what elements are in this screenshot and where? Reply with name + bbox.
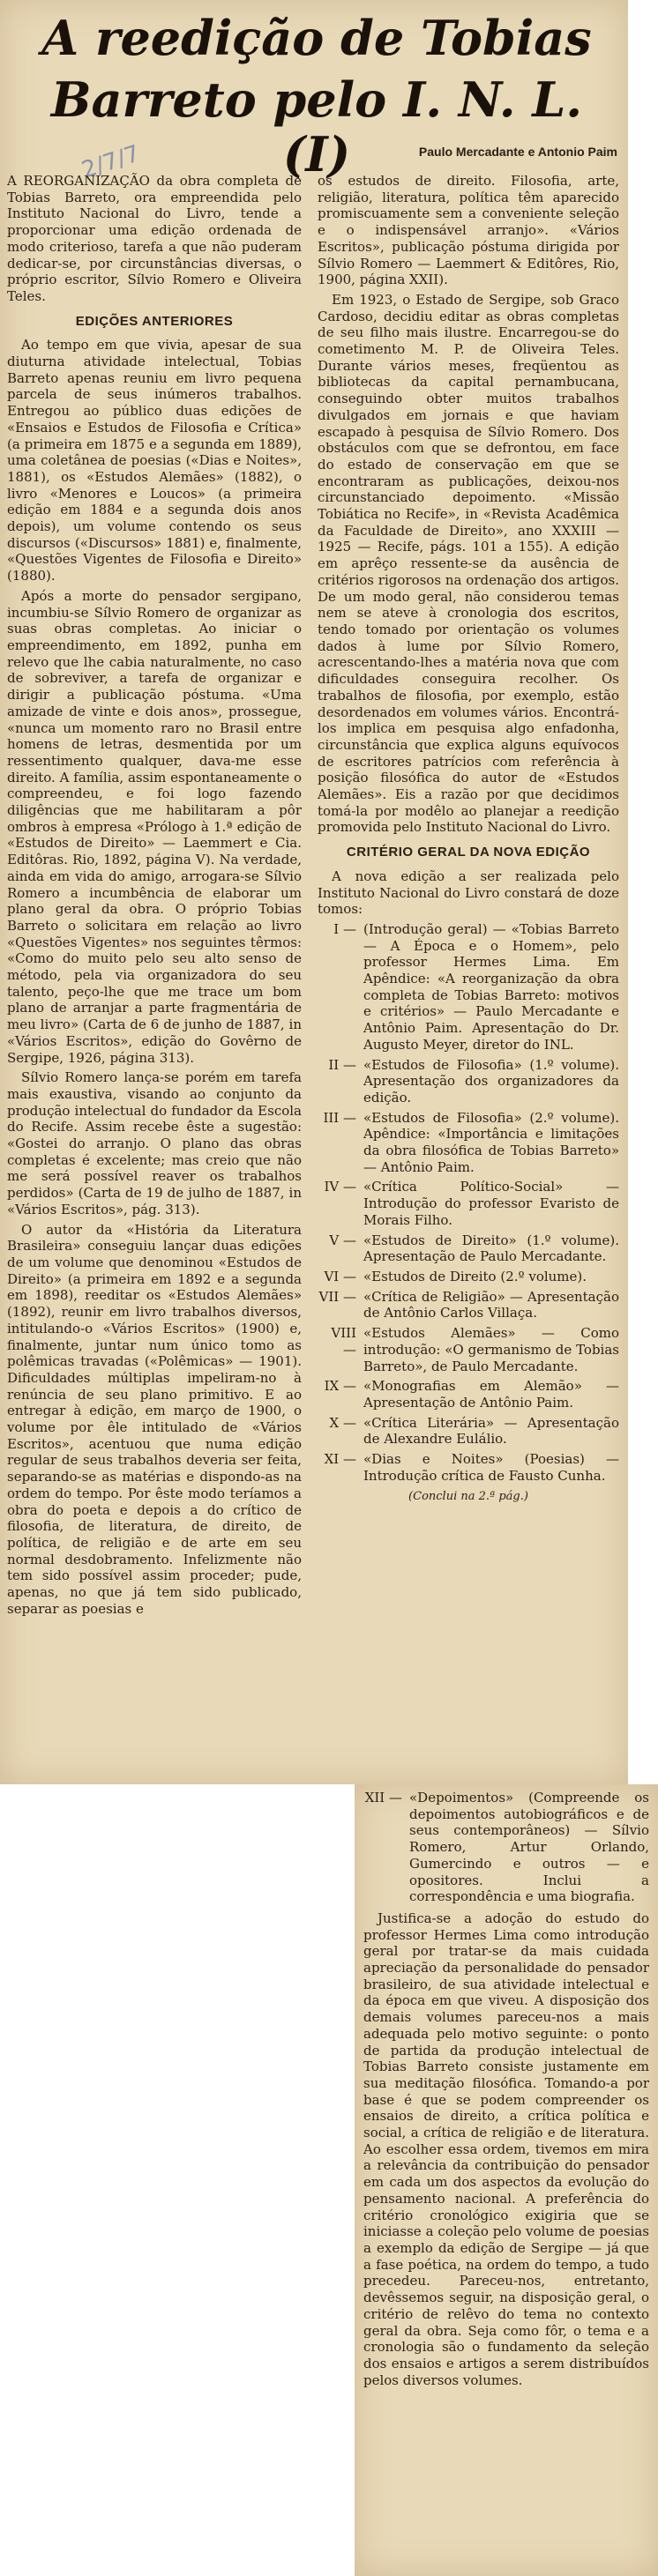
column-2 — [318, 173, 619, 1783]
paragraph: Após a morte do pensador sergipano, incumbiu-se Sílvio Romero de organizar as suas obras completas. Ao iniciar o empreendimento, em 1892, punha em relevo que lhe cabia naturalmente, no caso de sobreviver, a tarefa de organizar e dirigir a publicação póstuma. «Uma amizade de vinte e dois anos», prossegue, «nunca um momento raro no Brasil entre homens de letras, desmentida por um ressentimento qualquer, dava-me esse direito. A família, assim espontaneamente o compreendeu, e foi logo fazendo diligências que me habilitaram a pôr ombros à empresa «Prólogo à 1.ª edição de «Estudos de Direito» — Laemmert e Cia. Editôras. Rio, 1892, página V). Na verdade, ainda em vida do amigo, arrogara-se Sílvio Romero a incumbência de elaborar um plano geral da obra. O próprio Tobias Barreto o solicitara em relação ao livro «Questões Vigentes» nos seguintes têrmos: «Como do muito pelo seu alto senso de método, pela via organizadora do seu talento, peço-lhe que me trace um bom plano de arranjar a parte fragmentária de meu livro» (Carta de 6 de junho de 1887, in «Vários Escritos», edição do Govêrno de Sergipe, 1926, página 313). — [7, 587, 302, 1066]
list-item — [318, 1378, 619, 1411]
volume-text: «Dias e Noites» (Poesias) — Introdução crítica de Fausto Cunha. — [363, 1451, 619, 1484]
headline-line-2: Barreto pelo I. N. L. (I) — [50, 71, 583, 182]
volume-text: «Crítica Literária» — Apresentação de Alexandre Eulálio. — [363, 1414, 619, 1448]
volume-number: V — — [329, 1232, 356, 1248]
byline: Paulo Mercadante e Antonio Paim — [418, 145, 617, 159]
list-item — [318, 1325, 619, 1374]
volume-number: XI — — [324, 1451, 356, 1468]
paragraph: Ao tempo em que vivia, apesar de sua diuturna atividade intelectual, Tobias Barreto apenas reuniu em livro pequena parcela de seus inúmeros trabalhos. Entregou ao público duas edições de «Ensaios e Estudos de Filosofia e Crítica» (a primeira em 1875 e a segunda em 1889), uma coletânea de poesias («Dias e Noites», 1881), os «Estudos Alemães» (1882), o livro «Menores e Loucos» (a primeira edição em 1884 e a segunda dois anos depois), um volume contendo os seus discursos («Discursos» 1881) e, finalmente, «Questões Vigentes de Filosofia e Direito» (1880). — [7, 337, 302, 584]
intro-paragraph: A REORGANIZAÇÃO da obra completa de Tobias Barreto, ora empreendida pelo Instituto Nacional do Livro, tende a proporcionar uma edição ordenada de modo criterioso, tarefa a que não puderam dedicar-se, por circunstâncias diversas, o próprio escritor, Sílvio Romero e Oliveira Teles. — [7, 173, 302, 304]
volume-text: «Estudos de Direito (2.º volume). — [363, 1269, 587, 1284]
volume-text: (Introdução geral) — «Tobias Barreto — A Época e o Homem», pelo professor Hermes Lima. Em Apêndice: «A reorganização da obra completa de Tobias Barreto: motivos e critérios» — Paulo Mercadante e Antônio Paim. Apresentação do Dr. Augusto Meyer, diretor do INL. — [363, 920, 619, 1053]
paragraph: Em 1923, o Estado de Sergipe, sob Graco Cardoso, decidiu editar as obras completas de seu filho mais ilustre. Encarregou-se do cometimento M. P. de Oliveira Teles. Durante vários meses, freqüentou as bibliotecas da capital pernambucana, conseguindo obter muitos trabalhos divulgados em jornais e que haviam escapado à pesquisa de Sílvio Romero. Dos obstáculos com que se defrontou, em face do estado de conservação em que se encontraram as publicações, deixou-nos circunstanciado depoimento. «Missão Tobiática no Recife», in «Revista Acadêmica da Faculdade de Direito», ano XXXIII — 1925 — Recife, págs. 101 a 155). A edição em aprêço ressente-se da ausência de critérios rigorosos na ordenação dos artigos. De um modo geral, não considerou temas nem se ateve à cronologia dos escritos, tendo tomado por orientação os volumes dados à lume por Sílvio Romero, acrescentando-lhes a matéria nova que com dificuldades conseguira recolher. Os trabalhos de filosofia, por exemplo, estão desordenados em volumes vários. Encontrá-los implica em pesquisa algo enfadonha, circunstância que explica alguns equívocos de escritores patrícios com referência à posição filosófica do autor de «Estudos Alemães». Eis a razão por que decidimos tomá-la por modêlo ao planejar a reedição promovida pelo Instituto Nacional do Livro. — [318, 291, 619, 836]
volume-list-continued — [363, 1790, 649, 1905]
volume-text: «Depoimentos» (Compreende os depoimentos autobiográficos e de seus contemporâneos) — Sílvio Romero, Artur Orlando, Gumercindo e outros — e opositores. Inclui a correspondência e uma biografia. — [409, 1790, 649, 1905]
section-title-edicoes: EDIÇÕES ANTERIORES — [75, 313, 234, 329]
list-item — [318, 1110, 619, 1176]
paragraph: Sílvio Romero lança-se porém em tarefa mais exaustiva, visando ao conjunto da produção intelectual do fundador da Escola do Recife. Assim recebe êste a sugestão: «Gostei do arranjo. O plano das obras completas é excelente; mas creio que não me será possível reaver os trabalhos perdidos» (Carta de 19 de julho de 1887, in «Vários Escritos», pág. 313). — [7, 1069, 302, 1217]
volume-number: VI — — [324, 1269, 356, 1284]
list-item — [318, 1451, 619, 1484]
volume-text: «Monografias em Alemão» — Apresentação de Antônio Paim. — [363, 1378, 619, 1411]
volume-text: «Crítica Político-Social» — Introdução do professor Evaristo de Morais Filho. — [363, 1179, 619, 1228]
headline-line-1: A reedição de Tobias — [41, 10, 592, 66]
column-3 — [363, 1790, 649, 2571]
paragraph: os estudos de direito. Filosofia, arte, religião, literatura, política têm aparecido promiscuamente sem a conveniente seleção e o indispensável arranjo». «Vários Escritos», publicação póstuma dirigida por Sílvio Romero — Laemmert & Editôres, Rio, 1900, página XXII). — [318, 173, 619, 288]
list-item — [318, 921, 619, 1053]
list-item — [318, 1057, 619, 1106]
volume-number: X — — [329, 1414, 356, 1431]
volume-number: XII — — [364, 1790, 402, 1805]
list-item — [318, 1415, 619, 1448]
volume-text: «Estudos de Direito» (1.º volume). Apresentação de Paulo Mercadante. — [363, 1232, 619, 1265]
list-item — [318, 1269, 619, 1285]
volume-list — [318, 921, 619, 1485]
list-item — [318, 1232, 619, 1265]
volume-number: VII — — [318, 1288, 356, 1305]
column-1 — [7, 173, 302, 1783]
paragraph: O autor da «História da Literatura Brasileira» conseguiu lançar duas edições de um volume que denominou «Estudos de Direito» (a primeira em 1892 e a segunda em 1898), reeditar os «Estudos Alemães» (1892), reunir em livro trabalhos diversos, intitulando-o «Vários Escritos» (1900) e, finalmente, juntar num único tomo as polêmicas travadas («Polêmicas» — 1901). Dificuldades múltiplas impeliram-no à renúncia de seu plano primitivo. E ao entregar à edição, em março de 1900, o volume por êle intitulado de «Vários Escritos», acentuou que numa edição regular de seus trabalhos deveria ser feita, separando-se as matérias e dispondo-as na ordem do tempo. Por êste modo teríamos a obra do poeta e depois a do crítico de filosofia, de literatura, de direito, de política, de religião e de arte em seu normal desdobramento. Infelizmente não tem sido possível assim proceder; pude, apenas, no que já tem sido publicado, separar as poesias e — [7, 1221, 302, 1617]
volume-number: IV — — [324, 1179, 356, 1195]
list-item — [318, 1179, 619, 1228]
list-item — [318, 1289, 619, 1322]
continued-note: (Conclui na 2.ª pág.) — [408, 1490, 528, 1504]
list-intro: A nova edição a ser realizada pelo Instituto Nacional do Livro constará de doze tomos: — [318, 867, 619, 918]
section-title-criterio: CRITÉRIO GERAL DA NOVA EDIÇÃO — [346, 845, 591, 860]
list-item — [363, 1790, 649, 1905]
handwritten-mark: 2/7/7 — [79, 140, 144, 184]
volume-number: IX — — [324, 1378, 356, 1395]
volume-number: I — — [333, 920, 356, 937]
volume-number: VIII — — [331, 1325, 356, 1358]
volume-text: «Estudos Alemães» — Como introdução: «O germanismo de Tobias Barreto», de Paulo Mercadante. — [363, 1325, 619, 1374]
volume-text: «Estudos de Filosofia» (1.º volume). Apresentação dos organizadores da edição. — [363, 1056, 619, 1106]
volume-number: III — — [323, 1109, 356, 1126]
paragraph: Justifica-se a adoção do estudo do professor Hermes Lima como introdução geral por tratar-se da mais cuidada apreciação da personalidade do pensador brasileiro, de sua atividade intelectual e da época em que viveu. A disposição dos demais volumes pareceu-nos a mais adequada pelo motivo seguinte: o ponto de partida da produção intelectual de Tobias Barreto consiste justamente em sua meditação filosófica. Tomando-a por base é que se podem compreender os ensaios de direito, a crítica política e social, a crítica de religião e de literatura. Ao escolher essa ordem, tivemos em mira a relevância da contribuição do pensador em cada um dos aspectos da evolução do pensamento nacional. A preferência do critério cronológico exigiria que se iniciasse a coleção pelo volume de poesias a exemplo da edição de Sergipe — já que a fase poética, na ordem do tempo, a tudo precedeu. Pareceu-nos, entretanto, devêssemos seguir, na disposição geral, o critério de relêvo do tema no contexto geral da obra. Seja como fôr, o tema e a cronologia são o fundamento da seleção dos ensaios e artigos a serem distribuídos pelos diversos volumes. — [363, 1910, 649, 2388]
volume-number: II — — [328, 1056, 356, 1073]
volume-text: «Estudos de Filosofia» (2.º volume). Apêndice: «Importância e limitações da obra filosófica de Tobias Barreto» — Antônio Paim. — [363, 1109, 619, 1175]
volume-text: «Crítica de Religião» — Apresentação de Antônio Carlos Villaça. — [363, 1288, 619, 1322]
